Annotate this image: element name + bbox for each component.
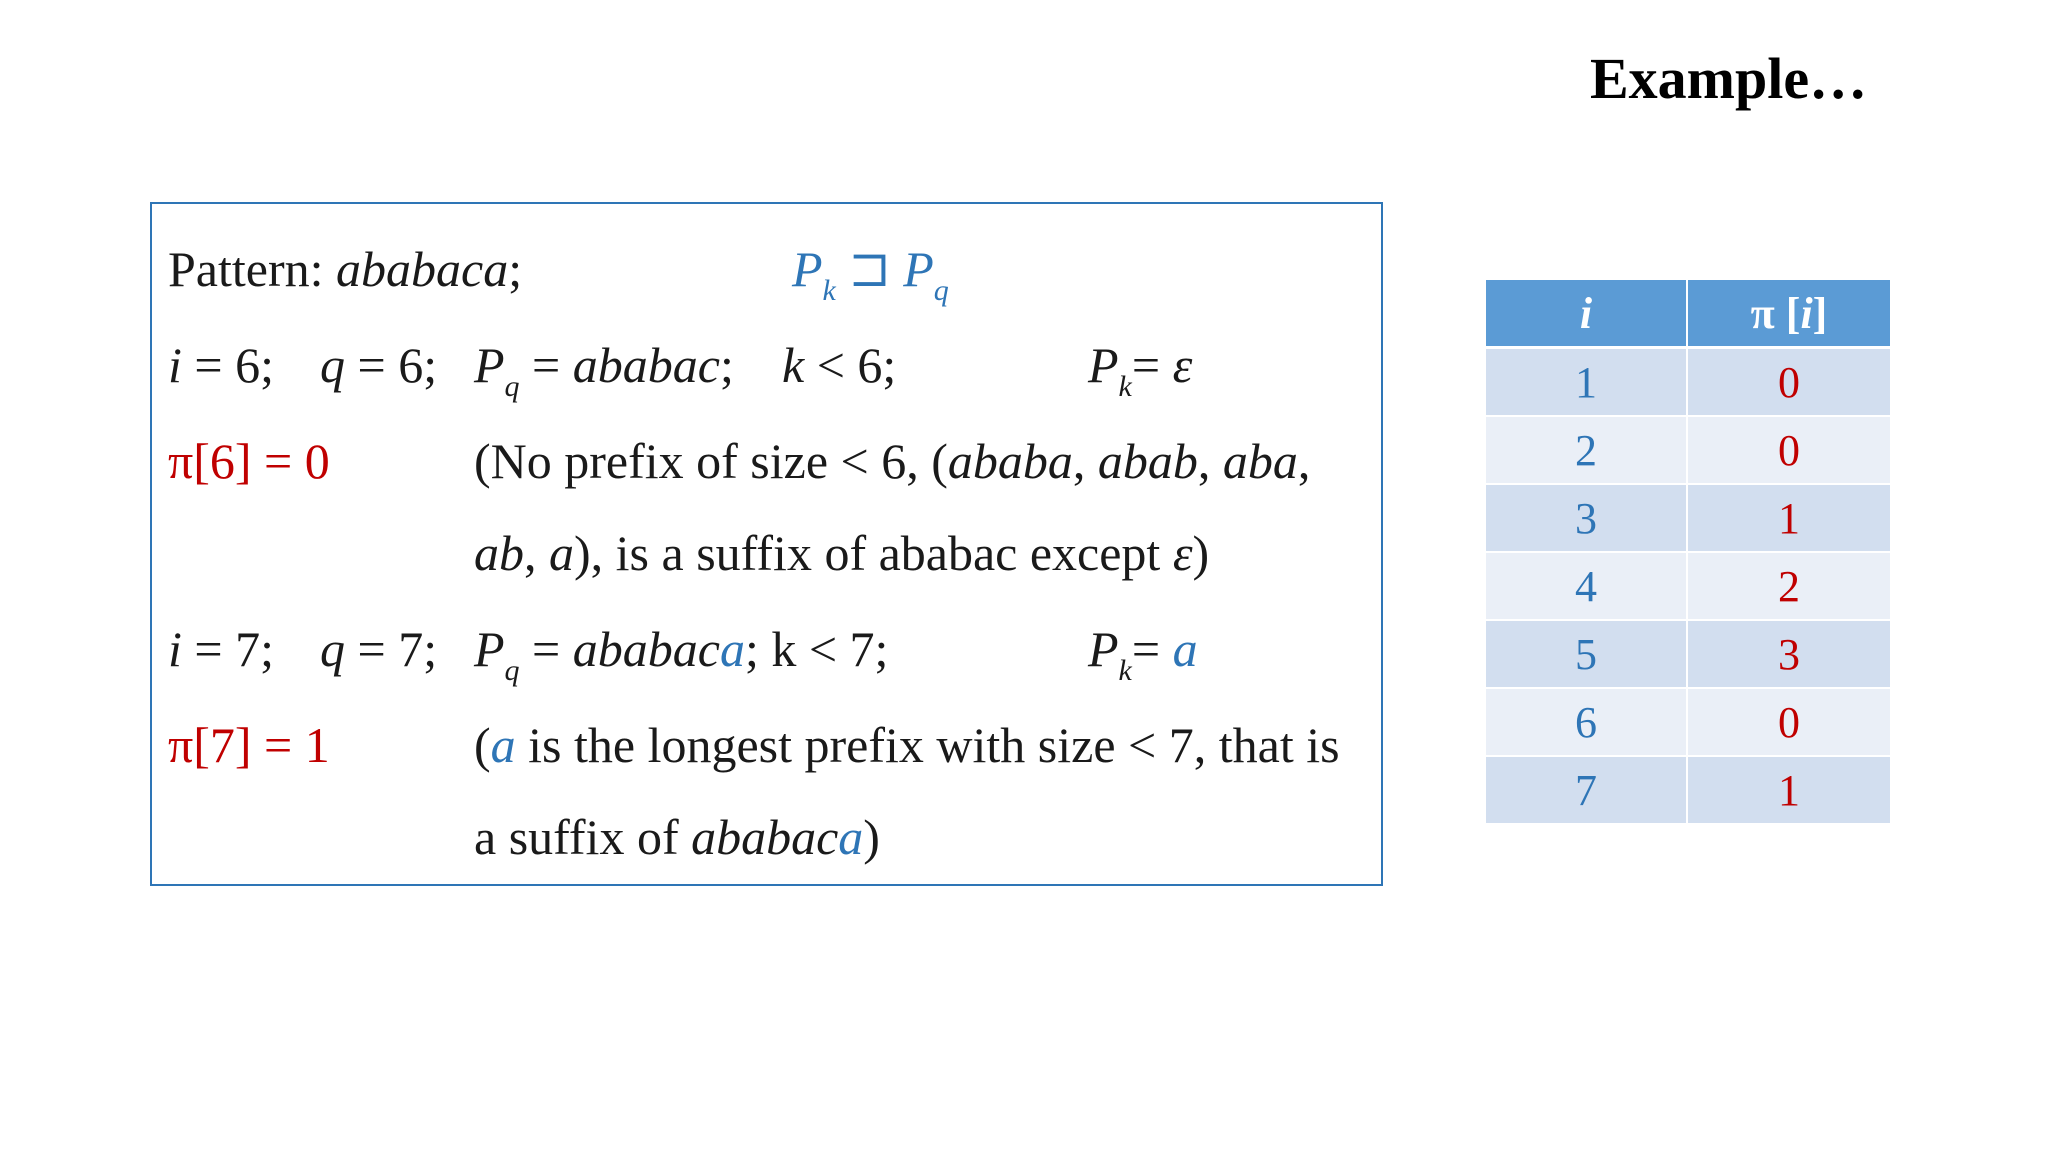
cell-i: 4 bbox=[1486, 553, 1688, 621]
note7-ababac: ababac bbox=[691, 809, 839, 865]
q-eq: = 7; bbox=[345, 621, 438, 677]
pi7-result: π[7] = 1 bbox=[168, 717, 330, 773]
i-eq: = 6; bbox=[181, 337, 274, 393]
i-eq: = 7; bbox=[181, 621, 274, 677]
pk-eq: = bbox=[1131, 621, 1173, 677]
table-row bbox=[1486, 621, 1890, 689]
table-row bbox=[1486, 485, 1890, 553]
pk-value: a bbox=[1172, 621, 1198, 677]
relation-pk: P bbox=[792, 241, 823, 297]
pi6-result: π[6] = 0 bbox=[168, 433, 330, 489]
note6-close-paren: ) bbox=[1192, 525, 1210, 581]
note6-ab: ab bbox=[474, 525, 524, 581]
note7-a-end: a bbox=[838, 809, 864, 865]
pi6-note-line2 bbox=[474, 525, 1210, 581]
pq-rest: ; k < 7; bbox=[744, 621, 889, 677]
prefix-function-table bbox=[1486, 280, 1890, 825]
pk-var: P bbox=[1088, 621, 1119, 677]
cell-i: 5 bbox=[1486, 621, 1688, 689]
table-row bbox=[1486, 689, 1890, 757]
table-row bbox=[1486, 757, 1890, 825]
pk-sub: k bbox=[1118, 370, 1132, 403]
note7-text: is the longest prefix with size < 7, that is bbox=[515, 717, 1340, 773]
cell-pi: 3 bbox=[1688, 621, 1890, 689]
note6-text: (No prefix of size < 6, ( bbox=[474, 433, 948, 489]
note6-abab: abab bbox=[1097, 433, 1198, 489]
example-box bbox=[150, 202, 1383, 886]
table-header-row bbox=[1486, 280, 1890, 349]
pq-var: P bbox=[474, 337, 505, 393]
relation-q-sub: q bbox=[933, 274, 949, 307]
pattern-semicolon: ; bbox=[508, 241, 523, 297]
step6-pq bbox=[474, 337, 734, 403]
pattern-label: Pattern: bbox=[168, 241, 337, 297]
cell-pi: 0 bbox=[1688, 417, 1890, 485]
q-eq: = 6; bbox=[345, 337, 438, 393]
note6-suffix-text: ), is a suffix of ababac except bbox=[574, 525, 1173, 581]
step7-line bbox=[168, 621, 274, 677]
note6-comma3: , bbox=[1297, 433, 1311, 489]
pk-var: P bbox=[1088, 337, 1119, 393]
pattern-line bbox=[168, 241, 523, 297]
pk-sub: k bbox=[1118, 654, 1132, 687]
pq-eq: = bbox=[519, 621, 573, 677]
pk-value: ε bbox=[1172, 337, 1193, 393]
header-pi-i: i bbox=[1800, 288, 1813, 338]
relation-pq: P bbox=[903, 241, 934, 297]
pq-sub: q bbox=[504, 654, 520, 687]
k-var: k bbox=[782, 337, 805, 393]
slide-title: Example… bbox=[1590, 46, 1868, 111]
i-var: i bbox=[168, 337, 182, 393]
q-var: q bbox=[320, 337, 345, 393]
step7-pk bbox=[1088, 621, 1198, 687]
relation-k-sub: k bbox=[822, 274, 836, 307]
note6-comma2: , bbox=[1197, 433, 1223, 489]
step6-k bbox=[782, 337, 897, 393]
note7-close-paren: ) bbox=[863, 809, 880, 865]
note6-a: a bbox=[549, 525, 574, 581]
header-pi-symbol: π [ bbox=[1750, 288, 1801, 338]
cell-i: 2 bbox=[1486, 417, 1688, 485]
cell-pi: 0 bbox=[1688, 689, 1890, 757]
step7-q bbox=[320, 621, 438, 677]
cell-i: 3 bbox=[1486, 485, 1688, 553]
cell-pi: 1 bbox=[1688, 757, 1890, 825]
note7-a: a bbox=[490, 717, 516, 773]
k-cond: < 6; bbox=[804, 337, 897, 393]
header-pi-close: ] bbox=[1812, 288, 1828, 338]
pq-sub: q bbox=[504, 370, 520, 403]
cell-i: 1 bbox=[1486, 349, 1688, 417]
pq-value: ababac bbox=[572, 337, 720, 393]
step6-q bbox=[320, 337, 438, 393]
prefix-suffix-relation bbox=[792, 241, 949, 307]
step6-line bbox=[168, 337, 274, 393]
pi6-note-line1 bbox=[474, 433, 1311, 489]
note6-comma1: , bbox=[1072, 433, 1098, 489]
cell-pi: 1 bbox=[1688, 485, 1890, 553]
note6-comma4: , bbox=[524, 525, 549, 581]
pq-semi: ; bbox=[719, 337, 734, 393]
table-row bbox=[1486, 417, 1890, 485]
pi7-note-line2 bbox=[474, 809, 880, 865]
i-var: i bbox=[168, 621, 182, 677]
note6-ababa: ababa bbox=[947, 433, 1073, 489]
step7-pq bbox=[474, 621, 889, 687]
pq-var: P bbox=[474, 621, 505, 677]
pq-eq: = bbox=[519, 337, 573, 393]
pq-value-a: ababac bbox=[572, 621, 720, 677]
header-pi bbox=[1688, 280, 1890, 349]
note6-epsilon: ε bbox=[1172, 525, 1193, 581]
cell-i: 6 bbox=[1486, 689, 1688, 757]
note6-aba: aba bbox=[1222, 433, 1298, 489]
cell-pi: 2 bbox=[1688, 553, 1890, 621]
cell-i: 7 bbox=[1486, 757, 1688, 825]
pk-eq: = bbox=[1131, 337, 1173, 393]
pq-value-b: a bbox=[719, 621, 745, 677]
table-row bbox=[1486, 349, 1890, 417]
note7-suffix-text: a suffix of bbox=[474, 809, 692, 865]
header-i: i bbox=[1486, 280, 1688, 349]
suffix-symbol: ⊐ bbox=[848, 241, 891, 297]
note7-open-paren: ( bbox=[474, 717, 491, 773]
q-var: q bbox=[320, 621, 345, 677]
table-row bbox=[1486, 553, 1890, 621]
cell-pi: 0 bbox=[1688, 349, 1890, 417]
pattern-value: ababaca bbox=[336, 241, 509, 297]
step6-pk bbox=[1088, 337, 1193, 403]
pi7-note-line1 bbox=[474, 717, 1340, 773]
